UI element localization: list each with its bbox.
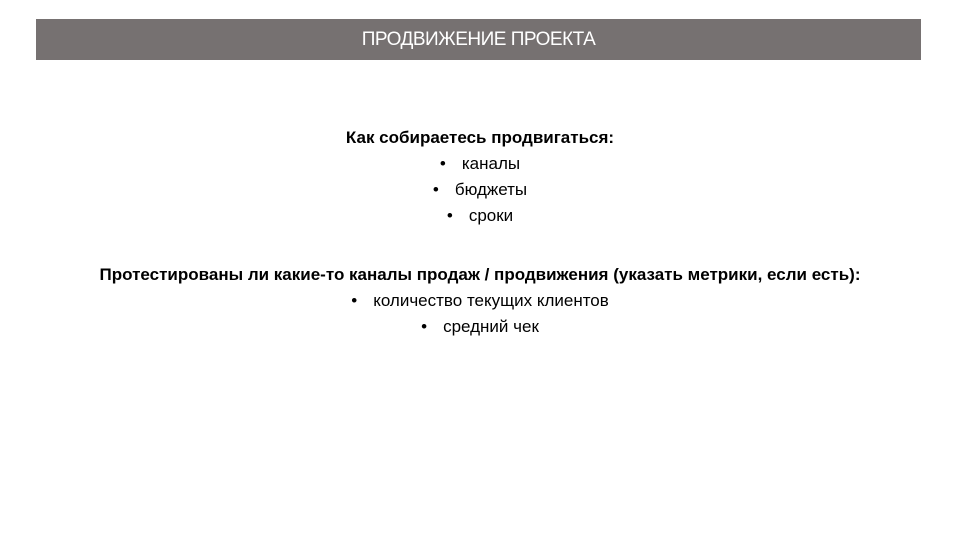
section-tested-channels xyxy=(0,262,960,340)
section-heading: Протестированы ли какие-то каналы продаж / продвижения (указать метрики, если есть): xyxy=(99,265,861,284)
section-promotion-plan xyxy=(0,125,960,229)
list-item-text: количество текущих клиентов xyxy=(373,291,609,310)
slide-title-bar xyxy=(36,19,921,60)
bullet-icon: • xyxy=(351,291,358,310)
list-item xyxy=(0,151,960,177)
bullet-icon: • xyxy=(432,180,439,199)
section-heading: Как собираетесь продвигаться: xyxy=(345,128,615,147)
list-item-text: бюджеты xyxy=(454,180,528,199)
slide-title: ПРОДВИЖЕНИЕ ПРОЕКТА xyxy=(361,28,596,50)
list-item-text: средний чек xyxy=(443,317,539,336)
bullet-list xyxy=(0,151,960,229)
list-item-text: каналы xyxy=(461,154,521,173)
list-item xyxy=(0,203,960,229)
bullet-icon: • xyxy=(446,206,453,225)
bullet-list xyxy=(0,288,960,340)
list-item-text: сроки xyxy=(468,206,514,225)
list-item xyxy=(0,314,960,340)
bullet-icon: • xyxy=(439,154,446,173)
bullet-icon: • xyxy=(421,317,428,336)
list-item xyxy=(0,288,960,314)
list-item xyxy=(0,177,960,203)
